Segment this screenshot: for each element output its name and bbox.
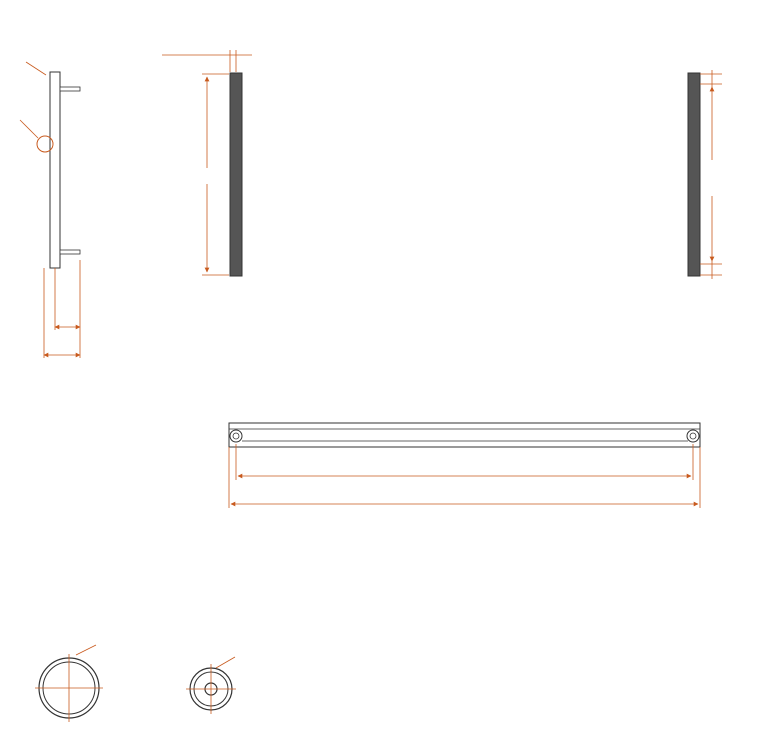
left-valve-inner — [233, 433, 239, 439]
x-detail — [186, 657, 236, 714]
top-view-outline — [229, 423, 700, 447]
left-collector — [230, 73, 242, 276]
side-view — [20, 62, 80, 358]
front-view — [162, 50, 722, 279]
right-valve-inner — [690, 433, 696, 439]
bottom-bracket — [60, 250, 80, 254]
x-detail-leader — [216, 657, 235, 668]
top-bracket — [60, 87, 80, 91]
callout-x-leader — [20, 120, 38, 138]
a-section — [35, 645, 103, 722]
side-collector — [50, 72, 60, 268]
top-view — [229, 423, 700, 508]
a-section-leader — [76, 645, 96, 655]
callout-a-leader — [26, 62, 46, 75]
right-collector — [688, 73, 700, 276]
